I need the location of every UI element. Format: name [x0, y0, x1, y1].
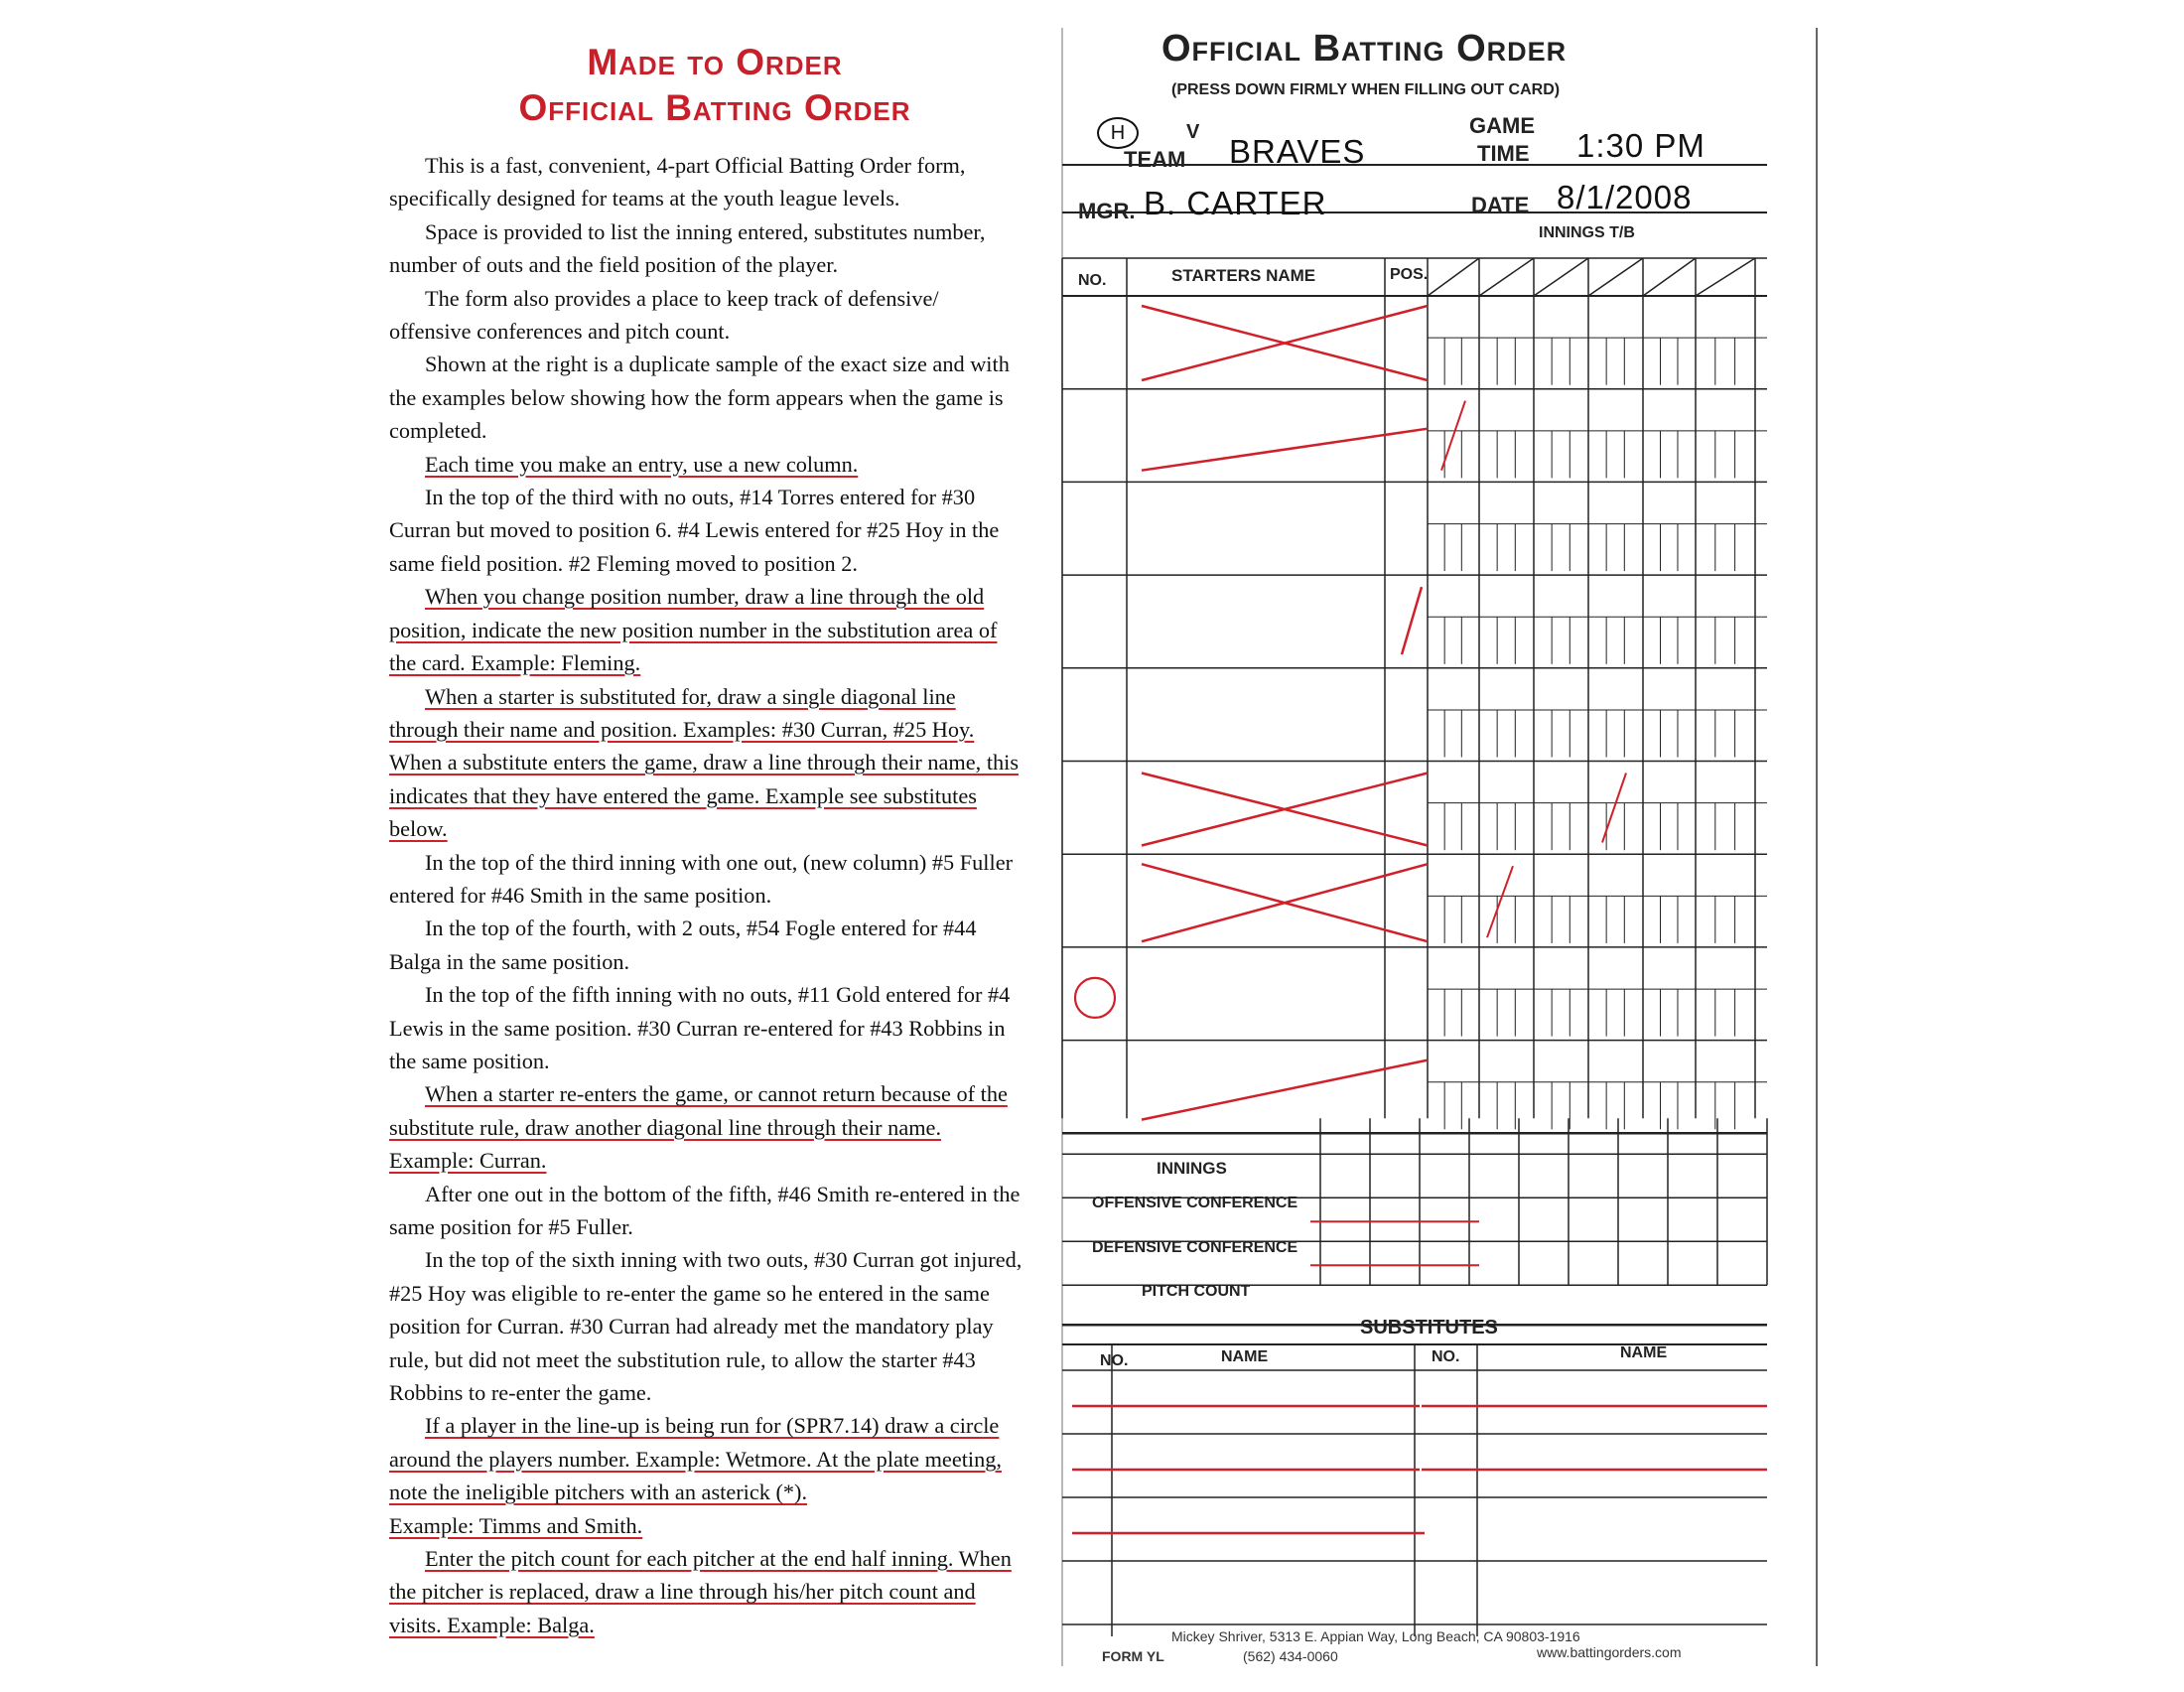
col-no-header: NO.	[1078, 272, 1107, 289]
instruction-paragraph: When you change position number, draw a line through the old position, indicate the new position number in the substitution area of the card. Example: Fleming.	[389, 584, 998, 676]
instruction-paragraph: In the top of the third inning with one out, (new column) #5 Fuller entered for #46 Smith in the same position.	[389, 849, 1014, 908]
offensive-conference-label: OFFENSIVE CONFERENCE	[1092, 1195, 1298, 1211]
instruction-paragraph: In the top of the fourth, with 2 outs, #54 Fogle entered for #44 Balga in the same position.	[389, 916, 977, 974]
card-subtitle: (PRESS DOWN FIRMLY WHEN FILLING OUT CARD)	[1171, 81, 1561, 98]
instruction-paragraph: When a starter re-enters the game, or cannot return because of the substitute rule, draw another diagonal line through their name. Example: Curran.	[389, 1081, 1008, 1174]
sub-name-header-left: NAME	[1221, 1348, 1269, 1365]
team-label: TEAM	[1124, 147, 1186, 172]
bottom-innings-label: INNINGS	[1157, 1159, 1227, 1178]
manager-name: B. CARTER	[1144, 185, 1327, 221]
instruction-paragraph: After one out in the bottom of the fifth, #46 Smith re-entered in the same position for #5 Fuller.	[389, 1181, 1021, 1239]
instruction-paragraph: Example: Timms and Smith.	[389, 1512, 643, 1538]
visitor-label: V	[1186, 121, 1200, 143]
home-circle: H	[1097, 117, 1139, 149]
instruction-paragraph: In the top of the third with no outs, #14 Torres entered for #30 Curran but moved to position 6. #4 Lewis entered for #25 Hoy in the same field position. #2 Fleming moved to position 2.	[389, 485, 1000, 576]
instructions-body	[389, 149, 1024, 1641]
instruction-paragraph: The form also provides a place to keep track of defensive/ offensive conferences and pitch count.	[389, 285, 939, 345]
pitch-count-label: PITCH COUNT	[1142, 1283, 1251, 1300]
instructions-panel	[377, 40, 1052, 1648]
footer-address: Mickey Shriver, 5313 E. Appian Way, Long Beach, CA 90803-1916	[1171, 1628, 1580, 1644]
footer-phone: (562) 434-0060	[1243, 1648, 1338, 1664]
sub-no-header-left: NO.	[1100, 1352, 1129, 1369]
instruction-paragraph: In the top of the fifth inning with no outs, #11 Gold entered for #4 Lewis in the same position. #30 Curran re-entered for #43 Robbins in the same position.	[389, 982, 1011, 1073]
instruction-paragraph: Shown at the right is a duplicate sample of the exact size and with the examples below showing how the form appears when the game is completed.	[389, 352, 1010, 444]
instruction-paragraph: When a starter is substituted for, draw a single diagonal line through their name and position. Examples: #30 Curran, #25 Hoy. When a substitute enters the game, draw a line through their name, this indicates that they have entered the game. Example see substitutes below.	[389, 683, 1020, 842]
instruction-paragraph: This is a fast, convenient, 4-part Official Batting Order form, specifically designed for teams at the youth league levels.	[389, 153, 966, 212]
innings-tb-label: INNINGS T/B	[1539, 224, 1635, 241]
col-pos-header: POS.	[1390, 266, 1429, 283]
instruction-paragraph: Enter the pitch count for each pitcher at the end half inning. When the pitcher is replaced, draw a line through his/her pitch count and visits. Example: Balga.	[389, 1546, 1012, 1637]
batting-order-card	[1062, 28, 1827, 1666]
instructions-title-line1: Made to Order	[587, 42, 843, 82]
card-title: Official Batting Order	[1161, 28, 1568, 70]
substitutes-heading: SUBSTITUTES	[1360, 1317, 1498, 1339]
footer-website: www.battingorders.com	[1537, 1644, 1682, 1660]
game-date: 8/1/2008	[1557, 179, 1693, 215]
date-label: DATE	[1471, 193, 1530, 217]
instruction-paragraph: If a player in the line-up is being run for (SPR7.14) draw a circle around the players number. Example: Wetmore. At the plate meeting, note the ineligible pitchers with an asterick (*).	[389, 1413, 1002, 1505]
instruction-paragraph: In the top of the sixth inning with two outs, #30 Curran got injured, #25 Hoy was eligible to re-enter the game so he entered in the same position for Curran. #30 Curran had already met the mandatory play rule, but did not meet the substitution rule, to allow the starter #43 Robbins to re-enter the game.	[389, 1247, 1023, 1406]
game-time: 1:30 PM	[1576, 127, 1706, 164]
sub-name-header-right: NAME	[1620, 1344, 1668, 1361]
footer-form: FORM YL	[1102, 1648, 1164, 1664]
col-name-header: STARTERS NAME	[1171, 266, 1316, 285]
game-label: GAME	[1469, 113, 1535, 138]
time-label: TIME	[1477, 141, 1530, 166]
instructions-title-line2: Official Batting Order	[518, 87, 911, 128]
instruction-paragraph: Each time you make an entry, use a new column.	[425, 451, 859, 477]
defensive-conference-label: DEFENSIVE CONFERENCE	[1092, 1239, 1298, 1256]
mgr-label: MGR.	[1078, 199, 1136, 223]
instruction-paragraph: Space is provided to list the inning entered, substitutes number, number of outs and the field position of the player.	[389, 218, 986, 278]
team-name: BRAVES	[1229, 133, 1366, 170]
sub-no-header-right: NO.	[1432, 1348, 1460, 1365]
